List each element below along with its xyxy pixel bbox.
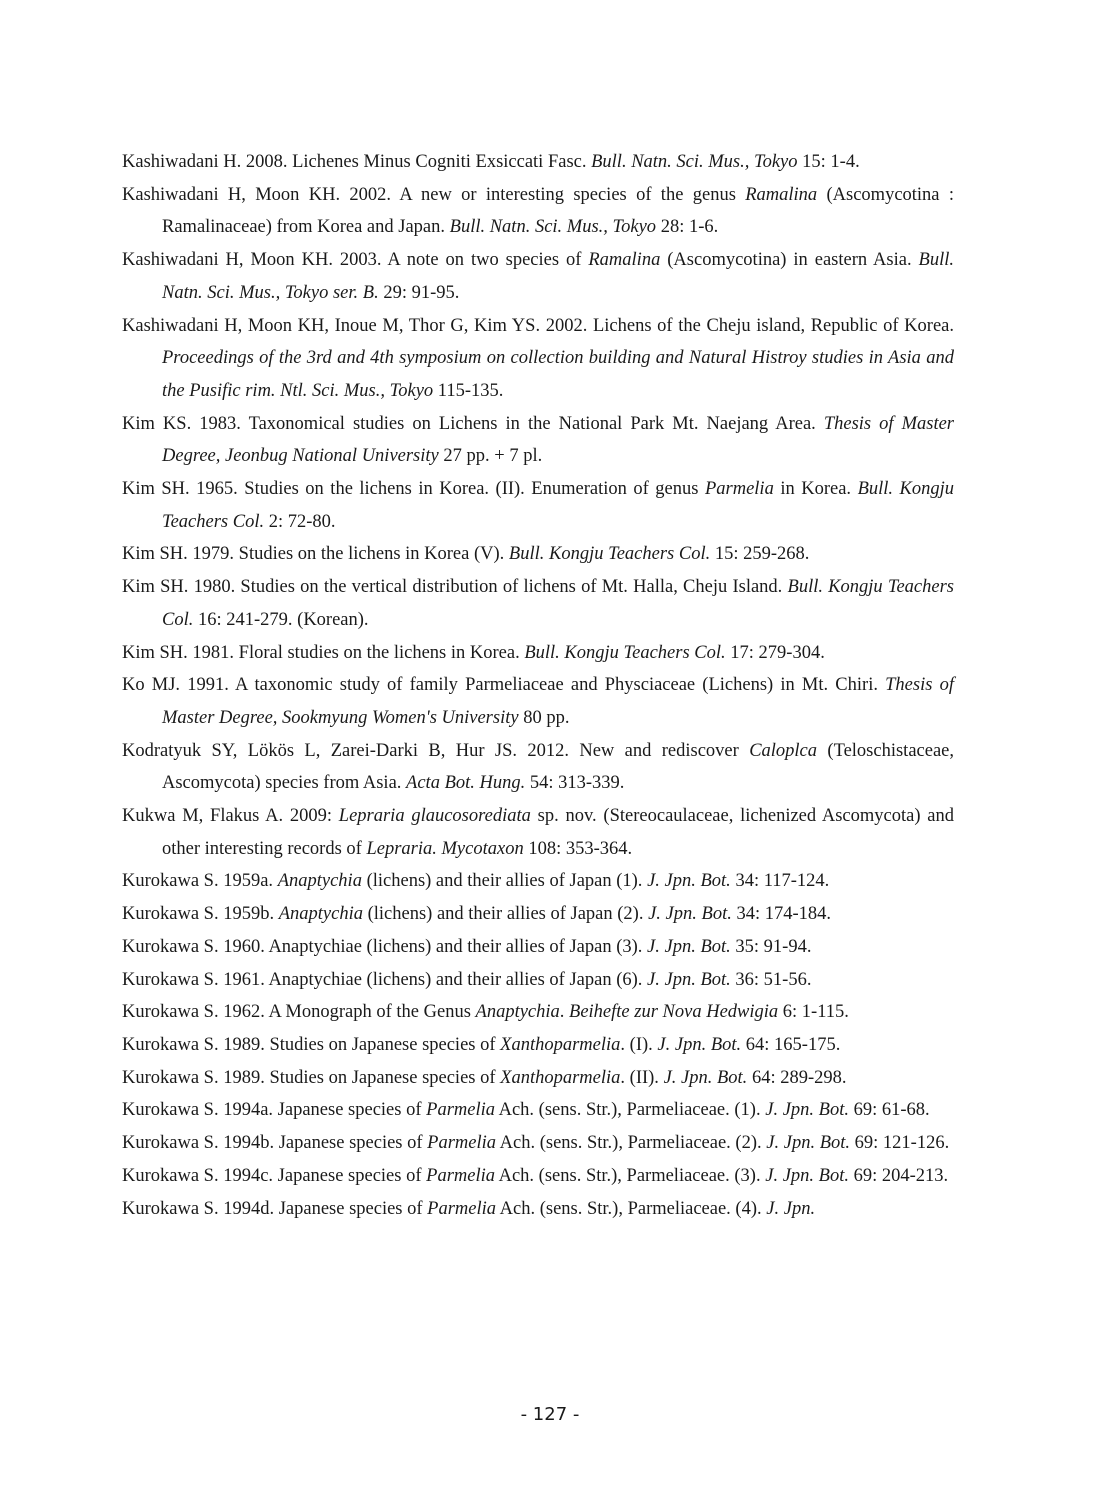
- reference-italic-text: Bull. Natn. Sci. Mus., Tokyo: [591, 152, 798, 172]
- reference-italic-text: Ramalina: [745, 184, 818, 205]
- reference-text: 115-135.: [433, 380, 504, 401]
- reference-text: Kashiwadani H, Moon KH. 2002. A new or interesting species of the genus: [122, 184, 746, 205]
- reference-text: Ach. (sens. Str.), Parmeliaceae. (1).: [495, 1100, 766, 1121]
- reference-text: (lichens) and their allies of Japan (1).: [361, 871, 648, 892]
- reference-italic-text: Parmelia: [426, 1100, 495, 1121]
- reference-entry: [122, 1029, 954, 1062]
- reference-text: 69: 61-68.: [848, 1100, 930, 1121]
- reference-italic-text: J. Jpn. Bot.: [765, 1165, 849, 1186]
- reference-entry: [122, 1127, 954, 1160]
- reference-text: Kurokawa S. 1994d. Japanese species of: [122, 1198, 428, 1219]
- reference-text: Kurokawa S. 1960. Anaptychiae (lichens) and their allies of Japan (3).: [122, 936, 648, 957]
- reference-text: 29: 91-95.: [378, 282, 460, 303]
- reference-text: 34: 174-184.: [731, 904, 832, 925]
- reference-text: .: [559, 1002, 570, 1023]
- reference-italic-text: Acta Bot. Hung.: [406, 773, 526, 794]
- reference-list: [122, 146, 954, 1225]
- reference-entry: [122, 244, 954, 309]
- reference-text: Kim SH. 1981. Floral studies on the lichens in Korea.: [122, 642, 525, 663]
- reference-text: Kurokawa S. 1989. Studies on Japanese species of: [122, 1067, 501, 1088]
- reference-text: Kurokawa S. 1959b.: [122, 904, 279, 925]
- reference-text: 64: 289-298.: [747, 1067, 847, 1088]
- reference-entry: [122, 1160, 954, 1193]
- reference-entry: [122, 310, 954, 408]
- reference-text: 108: 353-364.: [523, 838, 633, 859]
- reference-italic-text: Bull. Kongju Teachers Col.: [524, 642, 726, 663]
- reference-text: 69: 204-213.: [848, 1165, 949, 1186]
- reference-italic-text: Parmelia: [704, 479, 774, 500]
- reference-text: 36: 51-56.: [730, 969, 812, 990]
- reference-text: Kim SH. 1980. Studies on the vertical distribution of lichens of Mt. Halla, Cheju Island.: [122, 577, 788, 598]
- reference-italic-text: J. Jpn. Bot.: [657, 1034, 742, 1055]
- reference-text: 54: 313-339.: [525, 773, 625, 794]
- reference-text: in Korea.: [773, 479, 858, 500]
- reference-italic-text: Xanthoparmelia: [500, 1067, 621, 1088]
- reference-text: Kurokawa S. 1962. A Monograph of the Genus: [122, 1002, 476, 1023]
- reference-italic-text: J. Jpn. Bot.: [663, 1067, 748, 1088]
- reference-entry: [122, 637, 954, 670]
- reference-text: Kim SH. 1979. Studies on the lichens in Korea (V).: [122, 544, 509, 565]
- reference-text: Ach. (sens. Str.), Parmeliaceae. (4).: [496, 1198, 767, 1219]
- reference-italic-text: J. Jpn. Bot.: [647, 969, 731, 990]
- reference-text: Kukwa M, Flakus A. 2009:: [122, 806, 339, 827]
- reference-entry: [122, 931, 954, 964]
- reference-text: Kashiwadani H. 2008. Lichenes Minus Cogniti Exsiccati Fasc.: [122, 152, 592, 172]
- reference-text: 2: 72-80.: [264, 511, 336, 532]
- reference-text: 64: 165-175.: [741, 1034, 841, 1055]
- reference-italic-text: Lepraria glaucosorediata: [338, 806, 531, 827]
- reference-text: (Ascomycotina) in eastern Asia.: [660, 250, 919, 271]
- reference-text: (Teloschistaceae, Ascomycota) species from Asia.: [162, 740, 955, 794]
- reference-entry: [122, 179, 954, 244]
- reference-text: Kashiwadani H, Moon KH, Inoue M, Thor G, Kim YS. 2002. Lichens of the Cheju island, Republic of Korea.: [122, 315, 954, 336]
- reference-text: Kim SH. 1965. Studies on the lichens in Korea. (II). Enumeration of genus: [122, 479, 705, 500]
- reference-italic-text: Bull. Natn. Sci. Mus., Tokyo ser. B.: [162, 250, 954, 303]
- reference-text: Ach. (sens. Str.), Parmeliaceae. (3).: [495, 1165, 766, 1186]
- reference-text: 6: 1-115.: [778, 1002, 849, 1023]
- reference-entry: [122, 865, 954, 898]
- reference-italic-text: Thesis of Master Degree, Sookmyung Women's University: [162, 675, 954, 728]
- page-number: - 127 -: [520, 1404, 580, 1425]
- reference-italic-text: Ramalina: [588, 250, 661, 271]
- reference-italic-text: Bull. Kongju Teachers Col.: [162, 577, 955, 630]
- reference-italic-text: Bull. Natn. Sci. Mus., Tokyo: [449, 217, 657, 238]
- reference-entry: [122, 669, 954, 734]
- reference-italic-text: Proceedings of the 3rd and 4th symposium on collection building and Natural Histroy studies in Asia and the Pusific rim. Ntl. Sci. Mus., Tokyo: [162, 348, 954, 401]
- reference-italic-text: Parmelia: [427, 1133, 497, 1154]
- reference-italic-text: Bull. Kongju Teachers Col.: [162, 479, 955, 532]
- reference-text: (Ascomycotina : Ramalinaceae) from Korea and Japan.: [162, 184, 954, 238]
- reference-italic-text: Anaptychia: [475, 1002, 560, 1023]
- reference-text: 15: 259-268.: [710, 544, 810, 565]
- reference-entry: [122, 1193, 954, 1226]
- reference-entry: [122, 898, 954, 931]
- reference-entry: [122, 996, 954, 1029]
- reference-entry: [122, 735, 954, 800]
- reference-text: Kurokawa S. 1994c. Japanese species of: [122, 1165, 427, 1186]
- reference-text: . (I).: [620, 1034, 658, 1055]
- reference-text: 35: 91-94.: [730, 936, 812, 957]
- reference-entry: [122, 146, 954, 179]
- reference-text: sp. nov. (Stereocaulaceae, lichenized Ascomycota) and other interesting records of: [162, 806, 954, 859]
- reference-italic-text: Beihefte zur Nova Hedwigia: [569, 1002, 779, 1023]
- reference-italic-text: J. Jpn.: [766, 1198, 816, 1219]
- reference-text: Ach. (sens. Str.), Parmeliaceae. (2).: [496, 1133, 767, 1154]
- reference-text: (lichens) and their allies of Japan (2).: [362, 904, 649, 925]
- reference-italic-text: Xanthoparmelia: [500, 1034, 621, 1055]
- reference-text: Kashiwadani H, Moon KH. 2003. A note on two species of: [122, 250, 589, 271]
- reference-entry: [122, 473, 954, 538]
- reference-italic-text: Caloplca: [749, 740, 818, 761]
- reference-italic-text: Anaptychia: [278, 904, 363, 925]
- reference-text: 17: 279-304.: [725, 642, 825, 663]
- reference-text: 16: 241-279. (Korean).: [193, 609, 369, 630]
- reference-text: 28: 1-6.: [656, 217, 719, 238]
- reference-text: . (II).: [620, 1067, 664, 1088]
- reference-text: 69: 121-126.: [850, 1133, 950, 1154]
- reference-text: 80 pp.: [518, 707, 570, 728]
- reference-italic-text: J. Jpn. Bot.: [648, 904, 732, 925]
- reference-entry: [122, 800, 954, 865]
- reference-text: Kurokawa S. 1989. Studies on Japanese species of: [122, 1034, 501, 1055]
- reference-text: 34: 117-124.: [730, 871, 830, 892]
- reference-italic-text: J. Jpn. Bot.: [765, 1100, 849, 1121]
- reference-italic-text: Lepraria. Mycotaxon: [366, 838, 524, 859]
- reference-italic-text: Thesis of Master Degree, Jeonbug National University: [162, 413, 955, 467]
- reference-text: Kodratyuk SY, Lökös L, Zarei-Darki B, Hur JS. 2012. New and rediscover: [122, 740, 750, 761]
- reference-text: 15: 1-4.: [797, 152, 860, 172]
- reference-text: Kurokawa S. 1961. Anaptychiae (lichens) and their allies of Japan (6).: [122, 969, 648, 990]
- reference-text: Kurokawa S. 1959a.: [122, 871, 278, 892]
- reference-entry: [122, 571, 954, 636]
- reference-text: Kim KS. 1983. Taxonomical studies on Lichens in the National Park Mt. Naejang Area.: [122, 413, 824, 434]
- reference-entry: [122, 964, 954, 997]
- reference-entry: [122, 408, 954, 473]
- reference-text: Kurokawa S. 1994b. Japanese species of: [122, 1133, 428, 1154]
- reference-italic-text: Anaptychia: [277, 871, 362, 892]
- reference-italic-text: J. Jpn. Bot.: [647, 871, 731, 892]
- reference-entry: [122, 1094, 954, 1127]
- reference-italic-text: Parmelia: [427, 1198, 497, 1219]
- reference-text: Kurokawa S. 1994a. Japanese species of: [122, 1100, 427, 1121]
- reference-text: Ko MJ. 1991. A taxonomic study of family Parmeliaceae and Physciaceae (Lichens) in Mt. Chiri.: [122, 675, 886, 696]
- reference-entry: [122, 1062, 954, 1095]
- reference-entry: [122, 538, 954, 571]
- reference-italic-text: J. Jpn. Bot.: [766, 1133, 851, 1154]
- reference-text: 27 pp. + 7 pl.: [438, 446, 543, 467]
- reference-italic-text: J. Jpn. Bot.: [647, 936, 731, 957]
- reference-italic-text: Bull. Kongju Teachers Col.: [508, 544, 711, 565]
- reference-italic-text: Parmelia: [426, 1165, 495, 1186]
